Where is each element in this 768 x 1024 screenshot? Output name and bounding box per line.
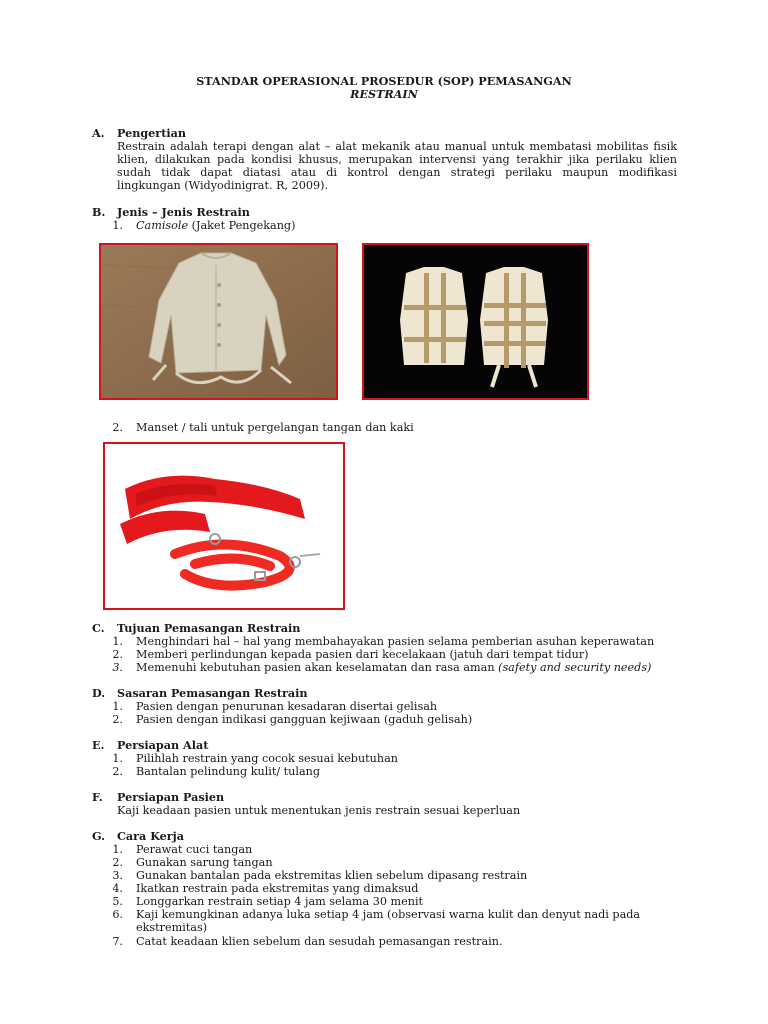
list-item: Memberi perlindungan kepada pasien dari kecelakaan (jatuh dari tempat tidur): [136, 648, 589, 661]
list-number: 1.: [112, 635, 123, 648]
list-number: 3.: [112, 869, 123, 882]
list-item: Gunakan sarung tangan: [136, 856, 273, 869]
list-number: 6.: [112, 908, 123, 921]
list-number: 2.: [112, 421, 123, 434]
section-f-letter: F.: [92, 790, 103, 804]
list-number: 1.: [112, 700, 123, 713]
list-item-manset: Manset / tali untuk pergelangan tangan dan kaki: [136, 421, 414, 434]
list-item: Pilihlah restrain yang cocok sesuai kebutuhan: [136, 752, 398, 765]
restraint-straps-photo: [103, 442, 345, 610]
list-item-continuation: ekstremitas): [136, 921, 208, 934]
list-number: 2.: [112, 856, 123, 869]
list-item: Kaji kemungkinan adanya luka setiap 4 jam (observasi warna kulit dan denyut nadi pada: [136, 908, 641, 921]
document-title: STANDAR OPERASIONAL PROSEDUR (SOP) PEMASANGAN: [196, 74, 572, 88]
straitjackets-image: [364, 245, 587, 398]
section-e-heading: Persiapan Alat: [117, 738, 209, 752]
list-number: 1.: [112, 843, 123, 856]
list-number: 7.: [112, 935, 123, 948]
list-item: Pasien dengan indikasi gangguan kejiwaan (gaduh gelisah): [136, 713, 473, 726]
section-f-text: Kaji keadaan pasien untuk menentukan jenis restrain sesuai keperluan: [117, 804, 521, 817]
section-a-letter: A.: [92, 126, 105, 140]
list-number: 4.: [112, 882, 123, 895]
list-item: Ikatkan restrain pada ekstremitas yang dimaksud: [136, 882, 419, 895]
camisole-term: Camisole: [136, 219, 189, 232]
list-item-camisole: [136, 219, 295, 232]
camisole-photo-1: [99, 243, 338, 400]
list-number: 1.: [112, 752, 123, 765]
list-number: 5.: [112, 895, 123, 908]
red-straps-image: [105, 444, 343, 608]
list-item: Menghindari hal – hal yang membahayakan pasien selama pemberian asuhan keperawatan: [136, 635, 655, 648]
list-item: Bantalan pelindung kulit/ tulang: [136, 765, 320, 778]
section-d-letter: D.: [92, 686, 106, 700]
section-e-letter: E.: [92, 738, 105, 752]
section-a-heading: Pengertian: [117, 126, 186, 140]
camisole-photo-2: [362, 243, 589, 400]
paragraph-line: Restrain adalah terapi dengan alat – alat mekanik atau manual untuk membatasi mobilitas fisik: [117, 140, 677, 153]
list-item: Gunakan bantalan pada ekstremitas klien sebelum dipasang restrain: [136, 869, 528, 882]
section-b-heading: Jenis – Jenis Restrain: [117, 205, 250, 219]
camisole-jacket-image: [101, 245, 336, 398]
list-item-italic: (safety and security needs): [498, 661, 652, 674]
section-a-paragraph: [117, 140, 677, 192]
paragraph-line: sudah tidak dapat diatasi atau di kontrol dengan strategi perilaku maupun modifikasi: [117, 166, 677, 179]
list-item-text: Memenuhi kebutuhan pasien akan keselamatan dan rasa aman: [136, 661, 499, 674]
list-number: 1.: [112, 219, 123, 232]
section-g-letter: G.: [92, 829, 106, 843]
list-item: [136, 661, 651, 674]
section-c-heading: Tujuan Pemasangan Restrain: [117, 621, 301, 635]
list-number: 2.: [112, 765, 123, 778]
list-item: Longgarkan restrain setiap 4 jam selama 30 menit: [136, 895, 424, 908]
section-f-heading: Persiapan Pasien: [117, 790, 225, 804]
list-number: 2.: [112, 648, 123, 661]
section-b-letter: B.: [92, 205, 106, 219]
camisole-translation: (Jaket Pengekang): [188, 219, 296, 232]
list-item: Perawat cuci tangan: [136, 843, 253, 856]
list-number: 3.: [112, 661, 123, 674]
section-c-letter: C.: [92, 621, 105, 635]
list-item: Catat keadaan klien sebelum dan sesudah pemasangan restrain.: [136, 935, 503, 948]
paragraph-line: lingkungan (Widyodinigrat. R, 2009).: [117, 179, 329, 192]
section-d-heading: Sasaran Pemasangan Restrain: [117, 686, 308, 700]
list-number: 2.: [112, 713, 123, 726]
document-subtitle: RESTRAIN: [350, 87, 418, 101]
paragraph-line: klien, dilakukan pada kondisi khusus, merupakan intervensi yang terakhir jika perilaku klien: [117, 153, 677, 166]
list-item: Pasien dengan penurunan kesadaran disertai gelisah: [136, 700, 438, 713]
section-g-heading: Cara Kerja: [117, 829, 184, 843]
